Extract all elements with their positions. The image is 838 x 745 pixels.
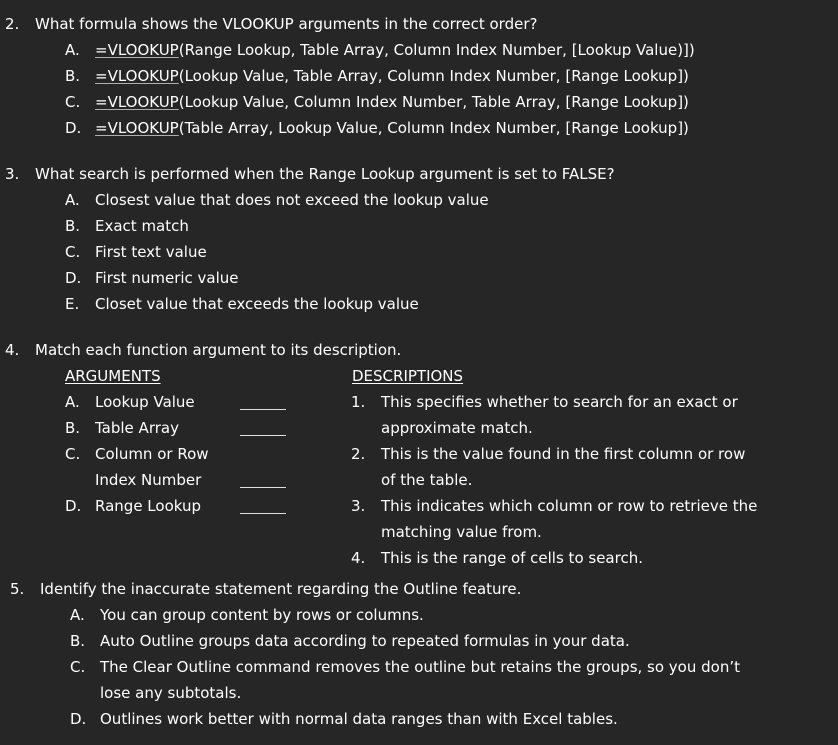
q2-number: 2. [5,15,20,33]
arg-a-label: Lookup Value [95,393,195,411]
q3-option-b-letter: B. [65,217,81,235]
q2-option-b: =VLOOKUP(Lookup Value, Table Array, Column Index Number, [Range Lookup]) [95,67,689,85]
vlookup-link: =VLOOKUP [95,93,179,111]
q5-option-c-line2: lose any subtotals. [100,684,242,702]
arg-d-letter: D. [65,497,82,515]
desc-1-line1: This specifies whether to search for an exact or [381,393,738,411]
arg-c-label-line2: Index Number [95,471,202,489]
q5-option-b: Auto Outline groups data according to repeated formulas in your data. [100,632,630,650]
vlookup-link: =VLOOKUP [95,119,179,137]
q5-option-d: Outlines work better with normal data ranges than with Excel tables. [100,710,618,728]
arg-b-letter: B. [65,419,81,437]
q3-number: 3. [5,165,20,183]
q5-option-d-letter: D. [70,710,87,728]
q5-option-b-letter: B. [70,632,86,650]
desc-1-line2: approximate match. [381,419,533,437]
arg-c-label-line1: Column or Row [95,445,209,463]
q4-text: Match each function argument to its description. [35,341,402,359]
q3-option-b: Exact match [95,217,189,235]
q5-option-a: You can group content by rows or columns. [100,606,424,624]
q2-option-a-letter: A. [65,41,80,59]
desc-2-number: 2. [351,445,366,463]
arg-d-label: Range Lookup [95,497,202,515]
desc-2-line1: This is the value found in the first column or row [381,445,746,463]
q3-text: What search is performed when the Range Lookup argument is set to FALSE? [35,165,615,183]
arg-a-letter: A. [65,393,80,411]
q2-option-c: =VLOOKUP(Lookup Value, Column Index Number, Table Array, [Range Lookup]) [95,93,689,111]
q2-option-d: =VLOOKUP(Table Array, Lookup Value, Column Index Number, [Range Lookup]) [95,119,689,137]
arg-b-label: Table Array [95,419,179,437]
desc-3-line2: matching value from. [381,523,542,541]
q5-option-c-letter: C. [70,658,86,676]
answer-blank-d[interactable] [240,513,286,514]
q2-option-a: =VLOOKUP(Range Lookup, Table Array, Column Index Number, [Lookup Value)]) [95,41,695,59]
answer-blank-b[interactable] [240,435,286,436]
q2-option-c-letter: C. [65,93,81,111]
q4-number: 4. [5,341,20,359]
arg-c-letter: C. [65,445,81,463]
q3-option-e: Closet value that exceeds the lookup value [95,295,419,313]
vlookup-link: =VLOOKUP [95,41,179,59]
desc-2-line2: of the table. [381,471,473,489]
answer-blank-a[interactable] [240,409,286,410]
q3-option-c-letter: C. [65,243,81,261]
desc-3-number: 3. [351,497,366,515]
q2-option-d-letter: D. [65,119,82,137]
q5-text: Identify the inaccurate statement regarding the Outline feature. [40,580,522,598]
desc-4-line1: This is the range of cells to search. [381,549,643,567]
q5-option-c-line1: The Clear Outline command removes the outline but retains the groups, so you don’t [100,658,740,676]
q3-option-d-letter: D. [65,269,82,287]
desc-1-number: 1. [351,393,366,411]
answer-blank-c[interactable] [240,487,286,488]
desc-4-number: 4. [351,549,366,567]
vlookup-link: =VLOOKUP [95,67,179,85]
arguments-header: ARGUMENTS [65,367,161,385]
q3-option-a-letter: A. [65,191,80,209]
q2-text: What formula shows the VLOOKUP arguments in the correct order? [35,15,538,33]
desc-3-line1: This indicates which column or row to retrieve the [381,497,758,515]
q3-option-a: Closest value that does not exceed the lookup value [95,191,489,209]
descriptions-header: DESCRIPTIONS [352,367,464,385]
q2-option-b-letter: B. [65,67,81,85]
q5-number: 5. [10,580,25,598]
q3-option-d: First numeric value [95,269,239,287]
q3-option-c: First text value [95,243,207,261]
q5-option-a-letter: A. [70,606,85,624]
q3-option-e-letter: E. [65,295,80,313]
